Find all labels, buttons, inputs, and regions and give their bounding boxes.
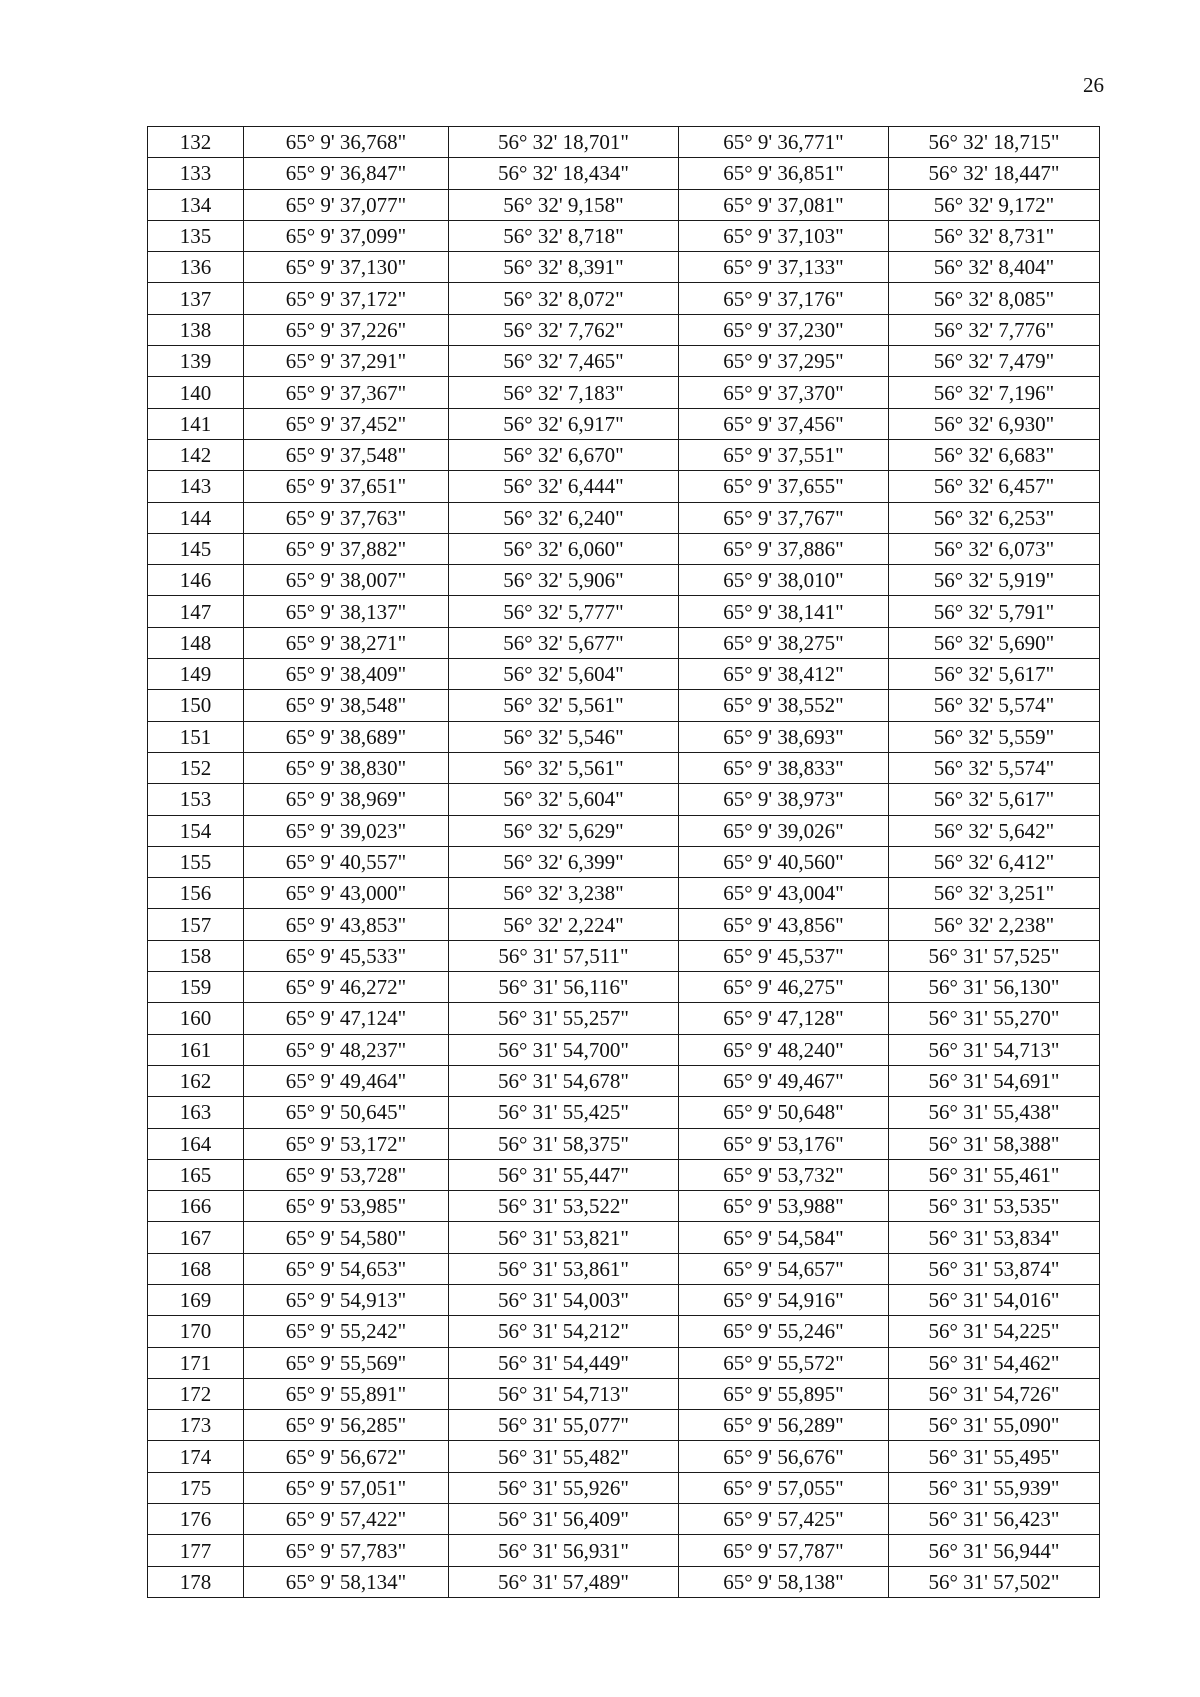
longitude-b-cell: 65° 9' 47,128" (679, 1003, 889, 1034)
longitude-a-cell: 65° 9' 40,557" (244, 846, 449, 877)
latitude-b-cell: 56° 32' 7,479" (889, 346, 1100, 377)
latitude-b-cell: 56° 32' 5,690" (889, 627, 1100, 658)
table-row (148, 502, 1100, 533)
table-row (148, 1222, 1100, 1253)
point-number-cell: 171 (148, 1347, 244, 1378)
table-row (148, 158, 1100, 189)
longitude-a-cell: 65° 9' 38,137" (244, 596, 449, 627)
point-number-cell: 164 (148, 1128, 244, 1159)
point-number-cell: 169 (148, 1284, 244, 1315)
latitude-b-cell: 56° 32' 5,617" (889, 659, 1100, 690)
latitude-b-cell: 56° 31' 55,090" (889, 1410, 1100, 1441)
point-number-cell: 132 (148, 127, 244, 158)
longitude-a-cell: 65° 9' 50,645" (244, 1097, 449, 1128)
latitude-a-cell: 56° 32' 5,677" (449, 627, 679, 658)
latitude-a-cell: 56° 31' 53,821" (449, 1222, 679, 1253)
longitude-a-cell: 65° 9' 37,882" (244, 533, 449, 564)
coordinates-table-body (148, 127, 1100, 1598)
latitude-b-cell: 56° 32' 6,073" (889, 533, 1100, 564)
table-row (148, 815, 1100, 846)
point-number-cell: 134 (148, 189, 244, 220)
longitude-b-cell: 65° 9' 37,456" (679, 408, 889, 439)
latitude-b-cell: 56° 31' 55,438" (889, 1097, 1100, 1128)
latitude-b-cell: 56° 32' 8,404" (889, 252, 1100, 283)
longitude-b-cell: 65° 9' 53,732" (679, 1159, 889, 1190)
longitude-a-cell: 65° 9' 48,237" (244, 1034, 449, 1065)
longitude-a-cell: 65° 9' 38,689" (244, 721, 449, 752)
longitude-a-cell: 65° 9' 55,569" (244, 1347, 449, 1378)
point-number-cell: 156 (148, 878, 244, 909)
latitude-a-cell: 56° 32' 18,434" (449, 158, 679, 189)
latitude-a-cell: 56° 32' 6,444" (449, 471, 679, 502)
longitude-b-cell: 65° 9' 36,771" (679, 127, 889, 158)
latitude-a-cell: 56° 31' 56,409" (449, 1504, 679, 1535)
table-row (148, 1097, 1100, 1128)
longitude-b-cell: 65° 9' 54,657" (679, 1253, 889, 1284)
latitude-a-cell: 56° 32' 5,629" (449, 815, 679, 846)
point-number-cell: 175 (148, 1472, 244, 1503)
latitude-b-cell: 56° 32' 7,196" (889, 377, 1100, 408)
point-number-cell: 152 (148, 752, 244, 783)
longitude-b-cell: 65° 9' 36,851" (679, 158, 889, 189)
longitude-a-cell: 65° 9' 37,367" (244, 377, 449, 408)
point-number-cell: 148 (148, 627, 244, 658)
longitude-a-cell: 65° 9' 53,985" (244, 1191, 449, 1222)
latitude-a-cell: 56° 31' 57,489" (449, 1566, 679, 1597)
longitude-a-cell: 65° 9' 55,242" (244, 1316, 449, 1347)
latitude-a-cell: 56° 32' 5,561" (449, 690, 679, 721)
latitude-a-cell: 56° 31' 54,678" (449, 1065, 679, 1096)
latitude-a-cell: 56° 31' 54,212" (449, 1316, 679, 1347)
longitude-a-cell: 65° 9' 37,452" (244, 408, 449, 439)
longitude-a-cell: 65° 9' 54,913" (244, 1284, 449, 1315)
point-number-cell: 173 (148, 1410, 244, 1441)
table-row (148, 565, 1100, 596)
latitude-a-cell: 56° 32' 7,465" (449, 346, 679, 377)
longitude-b-cell: 65° 9' 39,026" (679, 815, 889, 846)
longitude-b-cell: 65° 9' 54,916" (679, 1284, 889, 1315)
longitude-b-cell: 65° 9' 56,289" (679, 1410, 889, 1441)
latitude-a-cell: 56° 31' 55,482" (449, 1441, 679, 1472)
latitude-b-cell: 56° 32' 6,253" (889, 502, 1100, 533)
longitude-b-cell: 65° 9' 37,295" (679, 346, 889, 377)
latitude-a-cell: 56° 32' 8,391" (449, 252, 679, 283)
latitude-b-cell: 56° 31' 58,388" (889, 1128, 1100, 1159)
latitude-b-cell: 56° 31' 55,495" (889, 1441, 1100, 1472)
latitude-a-cell: 56° 32' 5,906" (449, 565, 679, 596)
latitude-b-cell: 56° 31' 56,423" (889, 1504, 1100, 1535)
longitude-a-cell: 65° 9' 38,830" (244, 752, 449, 783)
table-row (148, 1410, 1100, 1441)
latitude-b-cell: 56° 32' 5,617" (889, 784, 1100, 815)
latitude-b-cell: 56° 32' 8,731" (889, 220, 1100, 251)
table-row (148, 1128, 1100, 1159)
latitude-b-cell: 56° 31' 55,461" (889, 1159, 1100, 1190)
table-row (148, 283, 1100, 314)
latitude-a-cell: 56° 32' 5,777" (449, 596, 679, 627)
latitude-a-cell: 56° 32' 18,701" (449, 127, 679, 158)
point-number-cell: 150 (148, 690, 244, 721)
table-row (148, 878, 1100, 909)
longitude-b-cell: 65° 9' 37,551" (679, 439, 889, 470)
latitude-b-cell: 56° 31' 54,713" (889, 1034, 1100, 1065)
point-number-cell: 170 (148, 1316, 244, 1347)
latitude-a-cell: 56° 32' 2,224" (449, 909, 679, 940)
longitude-b-cell: 65° 9' 37,176" (679, 283, 889, 314)
latitude-b-cell: 56° 32' 9,172" (889, 189, 1100, 220)
longitude-a-cell: 65° 9' 45,533" (244, 940, 449, 971)
point-number-cell: 149 (148, 659, 244, 690)
latitude-a-cell: 56° 32' 5,561" (449, 752, 679, 783)
table-row (148, 1003, 1100, 1034)
longitude-b-cell: 65° 9' 57,055" (679, 1472, 889, 1503)
latitude-a-cell: 56° 32' 7,183" (449, 377, 679, 408)
point-number-cell: 161 (148, 1034, 244, 1065)
longitude-b-cell: 65° 9' 38,973" (679, 784, 889, 815)
table-row (148, 1065, 1100, 1096)
table-row (148, 972, 1100, 1003)
latitude-b-cell: 56° 32' 2,238" (889, 909, 1100, 940)
latitude-a-cell: 56° 32' 7,762" (449, 314, 679, 345)
latitude-b-cell: 56° 32' 5,919" (889, 565, 1100, 596)
longitude-b-cell: 65° 9' 38,141" (679, 596, 889, 627)
latitude-a-cell: 56° 31' 55,077" (449, 1410, 679, 1441)
table-row (148, 1347, 1100, 1378)
latitude-b-cell: 56° 32' 6,930" (889, 408, 1100, 439)
longitude-b-cell: 65° 9' 46,275" (679, 972, 889, 1003)
latitude-b-cell: 56° 32' 5,559" (889, 721, 1100, 752)
longitude-b-cell: 65° 9' 37,230" (679, 314, 889, 345)
latitude-a-cell: 56° 32' 9,158" (449, 189, 679, 220)
latitude-a-cell: 56° 31' 55,447" (449, 1159, 679, 1190)
longitude-b-cell: 65° 9' 43,004" (679, 878, 889, 909)
table-row (148, 346, 1100, 377)
latitude-b-cell: 56° 32' 18,447" (889, 158, 1100, 189)
latitude-b-cell: 56° 31' 53,874" (889, 1253, 1100, 1284)
table-row (148, 721, 1100, 752)
latitude-a-cell: 56° 32' 6,060" (449, 533, 679, 564)
longitude-a-cell: 65° 9' 38,969" (244, 784, 449, 815)
longitude-b-cell: 65° 9' 45,537" (679, 940, 889, 971)
longitude-a-cell: 65° 9' 37,226" (244, 314, 449, 345)
point-number-cell: 139 (148, 346, 244, 377)
longitude-a-cell: 65° 9' 43,000" (244, 878, 449, 909)
longitude-b-cell: 65° 9' 48,240" (679, 1034, 889, 1065)
longitude-a-cell: 65° 9' 56,285" (244, 1410, 449, 1441)
latitude-a-cell: 56° 31' 54,713" (449, 1378, 679, 1409)
longitude-a-cell: 65° 9' 36,847" (244, 158, 449, 189)
longitude-a-cell: 65° 9' 37,651" (244, 471, 449, 502)
latitude-a-cell: 56° 31' 56,116" (449, 972, 679, 1003)
longitude-a-cell: 65° 9' 37,548" (244, 439, 449, 470)
latitude-b-cell: 56° 31' 54,016" (889, 1284, 1100, 1315)
longitude-a-cell: 65° 9' 54,653" (244, 1253, 449, 1284)
table-row (148, 1284, 1100, 1315)
latitude-b-cell: 56° 31' 57,525" (889, 940, 1100, 971)
longitude-a-cell: 65° 9' 38,271" (244, 627, 449, 658)
table-row (148, 596, 1100, 627)
longitude-a-cell: 65° 9' 36,768" (244, 127, 449, 158)
latitude-b-cell: 56° 32' 3,251" (889, 878, 1100, 909)
longitude-a-cell: 65° 9' 57,051" (244, 1472, 449, 1503)
page-number: 26 (1083, 73, 1104, 97)
latitude-b-cell: 56° 31' 55,270" (889, 1003, 1100, 1034)
longitude-b-cell: 65° 9' 37,133" (679, 252, 889, 283)
longitude-b-cell: 65° 9' 57,425" (679, 1504, 889, 1535)
latitude-b-cell: 56° 31' 56,130" (889, 972, 1100, 1003)
point-number-cell: 177 (148, 1535, 244, 1566)
point-number-cell: 172 (148, 1378, 244, 1409)
point-number-cell: 176 (148, 1504, 244, 1535)
latitude-a-cell: 56° 31' 58,375" (449, 1128, 679, 1159)
longitude-a-cell: 65° 9' 55,891" (244, 1378, 449, 1409)
point-number-cell: 153 (148, 784, 244, 815)
longitude-b-cell: 65° 9' 38,693" (679, 721, 889, 752)
point-number-cell: 144 (148, 502, 244, 533)
point-number-cell: 135 (148, 220, 244, 251)
table-row (148, 909, 1100, 940)
point-number-cell: 160 (148, 1003, 244, 1034)
latitude-a-cell: 56° 32' 5,546" (449, 721, 679, 752)
latitude-a-cell: 56° 32' 5,604" (449, 659, 679, 690)
longitude-a-cell: 65° 9' 37,763" (244, 502, 449, 533)
point-number-cell: 138 (148, 314, 244, 345)
point-number-cell: 136 (148, 252, 244, 283)
longitude-b-cell: 65° 9' 50,648" (679, 1097, 889, 1128)
table-row (148, 1378, 1100, 1409)
point-number-cell: 137 (148, 283, 244, 314)
longitude-b-cell: 65° 9' 37,655" (679, 471, 889, 502)
longitude-a-cell: 65° 9' 37,291" (244, 346, 449, 377)
longitude-b-cell: 65° 9' 53,988" (679, 1191, 889, 1222)
point-number-cell: 143 (148, 471, 244, 502)
latitude-a-cell: 56° 31' 55,257" (449, 1003, 679, 1034)
table-row (148, 1566, 1100, 1597)
longitude-a-cell: 65° 9' 53,728" (244, 1159, 449, 1190)
longitude-b-cell: 65° 9' 38,552" (679, 690, 889, 721)
longitude-a-cell: 65° 9' 56,672" (244, 1441, 449, 1472)
longitude-b-cell: 65° 9' 38,412" (679, 659, 889, 690)
longitude-b-cell: 65° 9' 54,584" (679, 1222, 889, 1253)
table-row (148, 377, 1100, 408)
longitude-a-cell: 65° 9' 37,172" (244, 283, 449, 314)
longitude-a-cell: 65° 9' 43,853" (244, 909, 449, 940)
point-number-cell: 151 (148, 721, 244, 752)
longitude-b-cell: 65° 9' 37,370" (679, 377, 889, 408)
latitude-a-cell: 56° 32' 6,917" (449, 408, 679, 439)
table-row (148, 752, 1100, 783)
table-row (148, 1253, 1100, 1284)
latitude-a-cell: 56° 32' 6,670" (449, 439, 679, 470)
coordinates-table (147, 126, 1100, 1598)
latitude-a-cell: 56° 32' 3,238" (449, 878, 679, 909)
latitude-a-cell: 56° 31' 57,511" (449, 940, 679, 971)
longitude-b-cell: 65° 9' 49,467" (679, 1065, 889, 1096)
table-row (148, 659, 1100, 690)
point-number-cell: 157 (148, 909, 244, 940)
point-number-cell: 145 (148, 533, 244, 564)
table-row (148, 314, 1100, 345)
point-number-cell: 174 (148, 1441, 244, 1472)
longitude-b-cell: 65° 9' 55,246" (679, 1316, 889, 1347)
latitude-b-cell: 56° 31' 54,726" (889, 1378, 1100, 1409)
point-number-cell: 178 (148, 1566, 244, 1597)
latitude-a-cell: 56° 31' 54,003" (449, 1284, 679, 1315)
table-row (148, 1034, 1100, 1065)
table-row (148, 627, 1100, 658)
longitude-a-cell: 65° 9' 39,023" (244, 815, 449, 846)
longitude-b-cell: 65° 9' 37,103" (679, 220, 889, 251)
table-row (148, 533, 1100, 564)
longitude-b-cell: 65° 9' 55,895" (679, 1378, 889, 1409)
table-row (148, 1535, 1100, 1566)
latitude-a-cell: 56° 32' 6,240" (449, 502, 679, 533)
longitude-a-cell: 65° 9' 38,007" (244, 565, 449, 596)
table-row (148, 1441, 1100, 1472)
latitude-b-cell: 56° 31' 54,462" (889, 1347, 1100, 1378)
point-number-cell: 165 (148, 1159, 244, 1190)
table-row (148, 189, 1100, 220)
table-row (148, 784, 1100, 815)
table-row (148, 846, 1100, 877)
latitude-b-cell: 56° 32' 5,642" (889, 815, 1100, 846)
table-row (148, 439, 1100, 470)
longitude-b-cell: 65° 9' 38,275" (679, 627, 889, 658)
longitude-a-cell: 65° 9' 54,580" (244, 1222, 449, 1253)
longitude-b-cell: 65° 9' 37,081" (679, 189, 889, 220)
longitude-a-cell: 65° 9' 38,409" (244, 659, 449, 690)
table-row (148, 690, 1100, 721)
table-row (148, 408, 1100, 439)
latitude-b-cell: 56° 32' 6,412" (889, 846, 1100, 877)
table-row (148, 220, 1100, 251)
latitude-a-cell: 56° 32' 8,072" (449, 283, 679, 314)
table-row (148, 471, 1100, 502)
latitude-b-cell: 56° 31' 54,225" (889, 1316, 1100, 1347)
latitude-b-cell: 56° 32' 5,574" (889, 752, 1100, 783)
longitude-b-cell: 65° 9' 40,560" (679, 846, 889, 877)
point-number-cell: 146 (148, 565, 244, 596)
latitude-b-cell: 56° 32' 18,715" (889, 127, 1100, 158)
latitude-b-cell: 56° 31' 53,834" (889, 1222, 1100, 1253)
point-number-cell: 167 (148, 1222, 244, 1253)
point-number-cell: 142 (148, 439, 244, 470)
longitude-b-cell: 65° 9' 57,787" (679, 1535, 889, 1566)
latitude-b-cell: 56° 31' 57,502" (889, 1566, 1100, 1597)
latitude-b-cell: 56° 31' 54,691" (889, 1065, 1100, 1096)
latitude-a-cell: 56° 31' 54,449" (449, 1347, 679, 1378)
longitude-b-cell: 65° 9' 58,138" (679, 1566, 889, 1597)
longitude-a-cell: 65° 9' 47,124" (244, 1003, 449, 1034)
table-row (148, 1316, 1100, 1347)
point-number-cell: 166 (148, 1191, 244, 1222)
longitude-a-cell: 65° 9' 37,077" (244, 189, 449, 220)
longitude-a-cell: 65° 9' 49,464" (244, 1065, 449, 1096)
latitude-b-cell: 56° 31' 55,939" (889, 1472, 1100, 1503)
longitude-a-cell: 65° 9' 38,548" (244, 690, 449, 721)
longitude-a-cell: 65° 9' 37,099" (244, 220, 449, 251)
table-row (148, 1159, 1100, 1190)
latitude-b-cell: 56° 32' 5,574" (889, 690, 1100, 721)
longitude-b-cell: 65° 9' 37,767" (679, 502, 889, 533)
point-number-cell: 163 (148, 1097, 244, 1128)
table-row (148, 1191, 1100, 1222)
point-number-cell: 168 (148, 1253, 244, 1284)
longitude-a-cell: 65° 9' 58,134" (244, 1566, 449, 1597)
longitude-b-cell: 65° 9' 56,676" (679, 1441, 889, 1472)
point-number-cell: 158 (148, 940, 244, 971)
longitude-a-cell: 65° 9' 57,783" (244, 1535, 449, 1566)
point-number-cell: 133 (148, 158, 244, 189)
latitude-b-cell: 56° 31' 56,944" (889, 1535, 1100, 1566)
latitude-b-cell: 56° 32' 7,776" (889, 314, 1100, 345)
latitude-a-cell: 56° 32' 8,718" (449, 220, 679, 251)
longitude-b-cell: 65° 9' 55,572" (679, 1347, 889, 1378)
table-row (148, 127, 1100, 158)
latitude-a-cell: 56° 31' 56,931" (449, 1535, 679, 1566)
table-row (148, 1472, 1100, 1503)
longitude-b-cell: 65° 9' 37,886" (679, 533, 889, 564)
longitude-b-cell: 65° 9' 38,833" (679, 752, 889, 783)
point-number-cell: 154 (148, 815, 244, 846)
latitude-b-cell: 56° 32' 8,085" (889, 283, 1100, 314)
longitude-a-cell: 65° 9' 37,130" (244, 252, 449, 283)
latitude-a-cell: 56° 31' 53,522" (449, 1191, 679, 1222)
point-number-cell: 159 (148, 972, 244, 1003)
table-row (148, 1504, 1100, 1535)
latitude-b-cell: 56° 32' 6,457" (889, 471, 1100, 502)
latitude-b-cell: 56° 32' 6,683" (889, 439, 1100, 470)
longitude-a-cell: 65° 9' 46,272" (244, 972, 449, 1003)
point-number-cell: 147 (148, 596, 244, 627)
latitude-a-cell: 56° 31' 55,926" (449, 1472, 679, 1503)
point-number-cell: 140 (148, 377, 244, 408)
latitude-b-cell: 56° 32' 5,791" (889, 596, 1100, 627)
longitude-a-cell: 65° 9' 57,422" (244, 1504, 449, 1535)
point-number-cell: 162 (148, 1065, 244, 1096)
latitude-a-cell: 56° 32' 5,604" (449, 784, 679, 815)
longitude-b-cell: 65° 9' 38,010" (679, 565, 889, 596)
latitude-a-cell: 56° 31' 55,425" (449, 1097, 679, 1128)
longitude-a-cell: 65° 9' 53,172" (244, 1128, 449, 1159)
latitude-a-cell: 56° 32' 6,399" (449, 846, 679, 877)
point-number-cell: 141 (148, 408, 244, 439)
latitude-a-cell: 56° 31' 54,700" (449, 1034, 679, 1065)
longitude-b-cell: 65° 9' 53,176" (679, 1128, 889, 1159)
point-number-cell: 155 (148, 846, 244, 877)
longitude-b-cell: 65° 9' 43,856" (679, 909, 889, 940)
latitude-b-cell: 56° 31' 53,535" (889, 1191, 1100, 1222)
latitude-a-cell: 56° 31' 53,861" (449, 1253, 679, 1284)
table-row (148, 940, 1100, 971)
table-row (148, 252, 1100, 283)
